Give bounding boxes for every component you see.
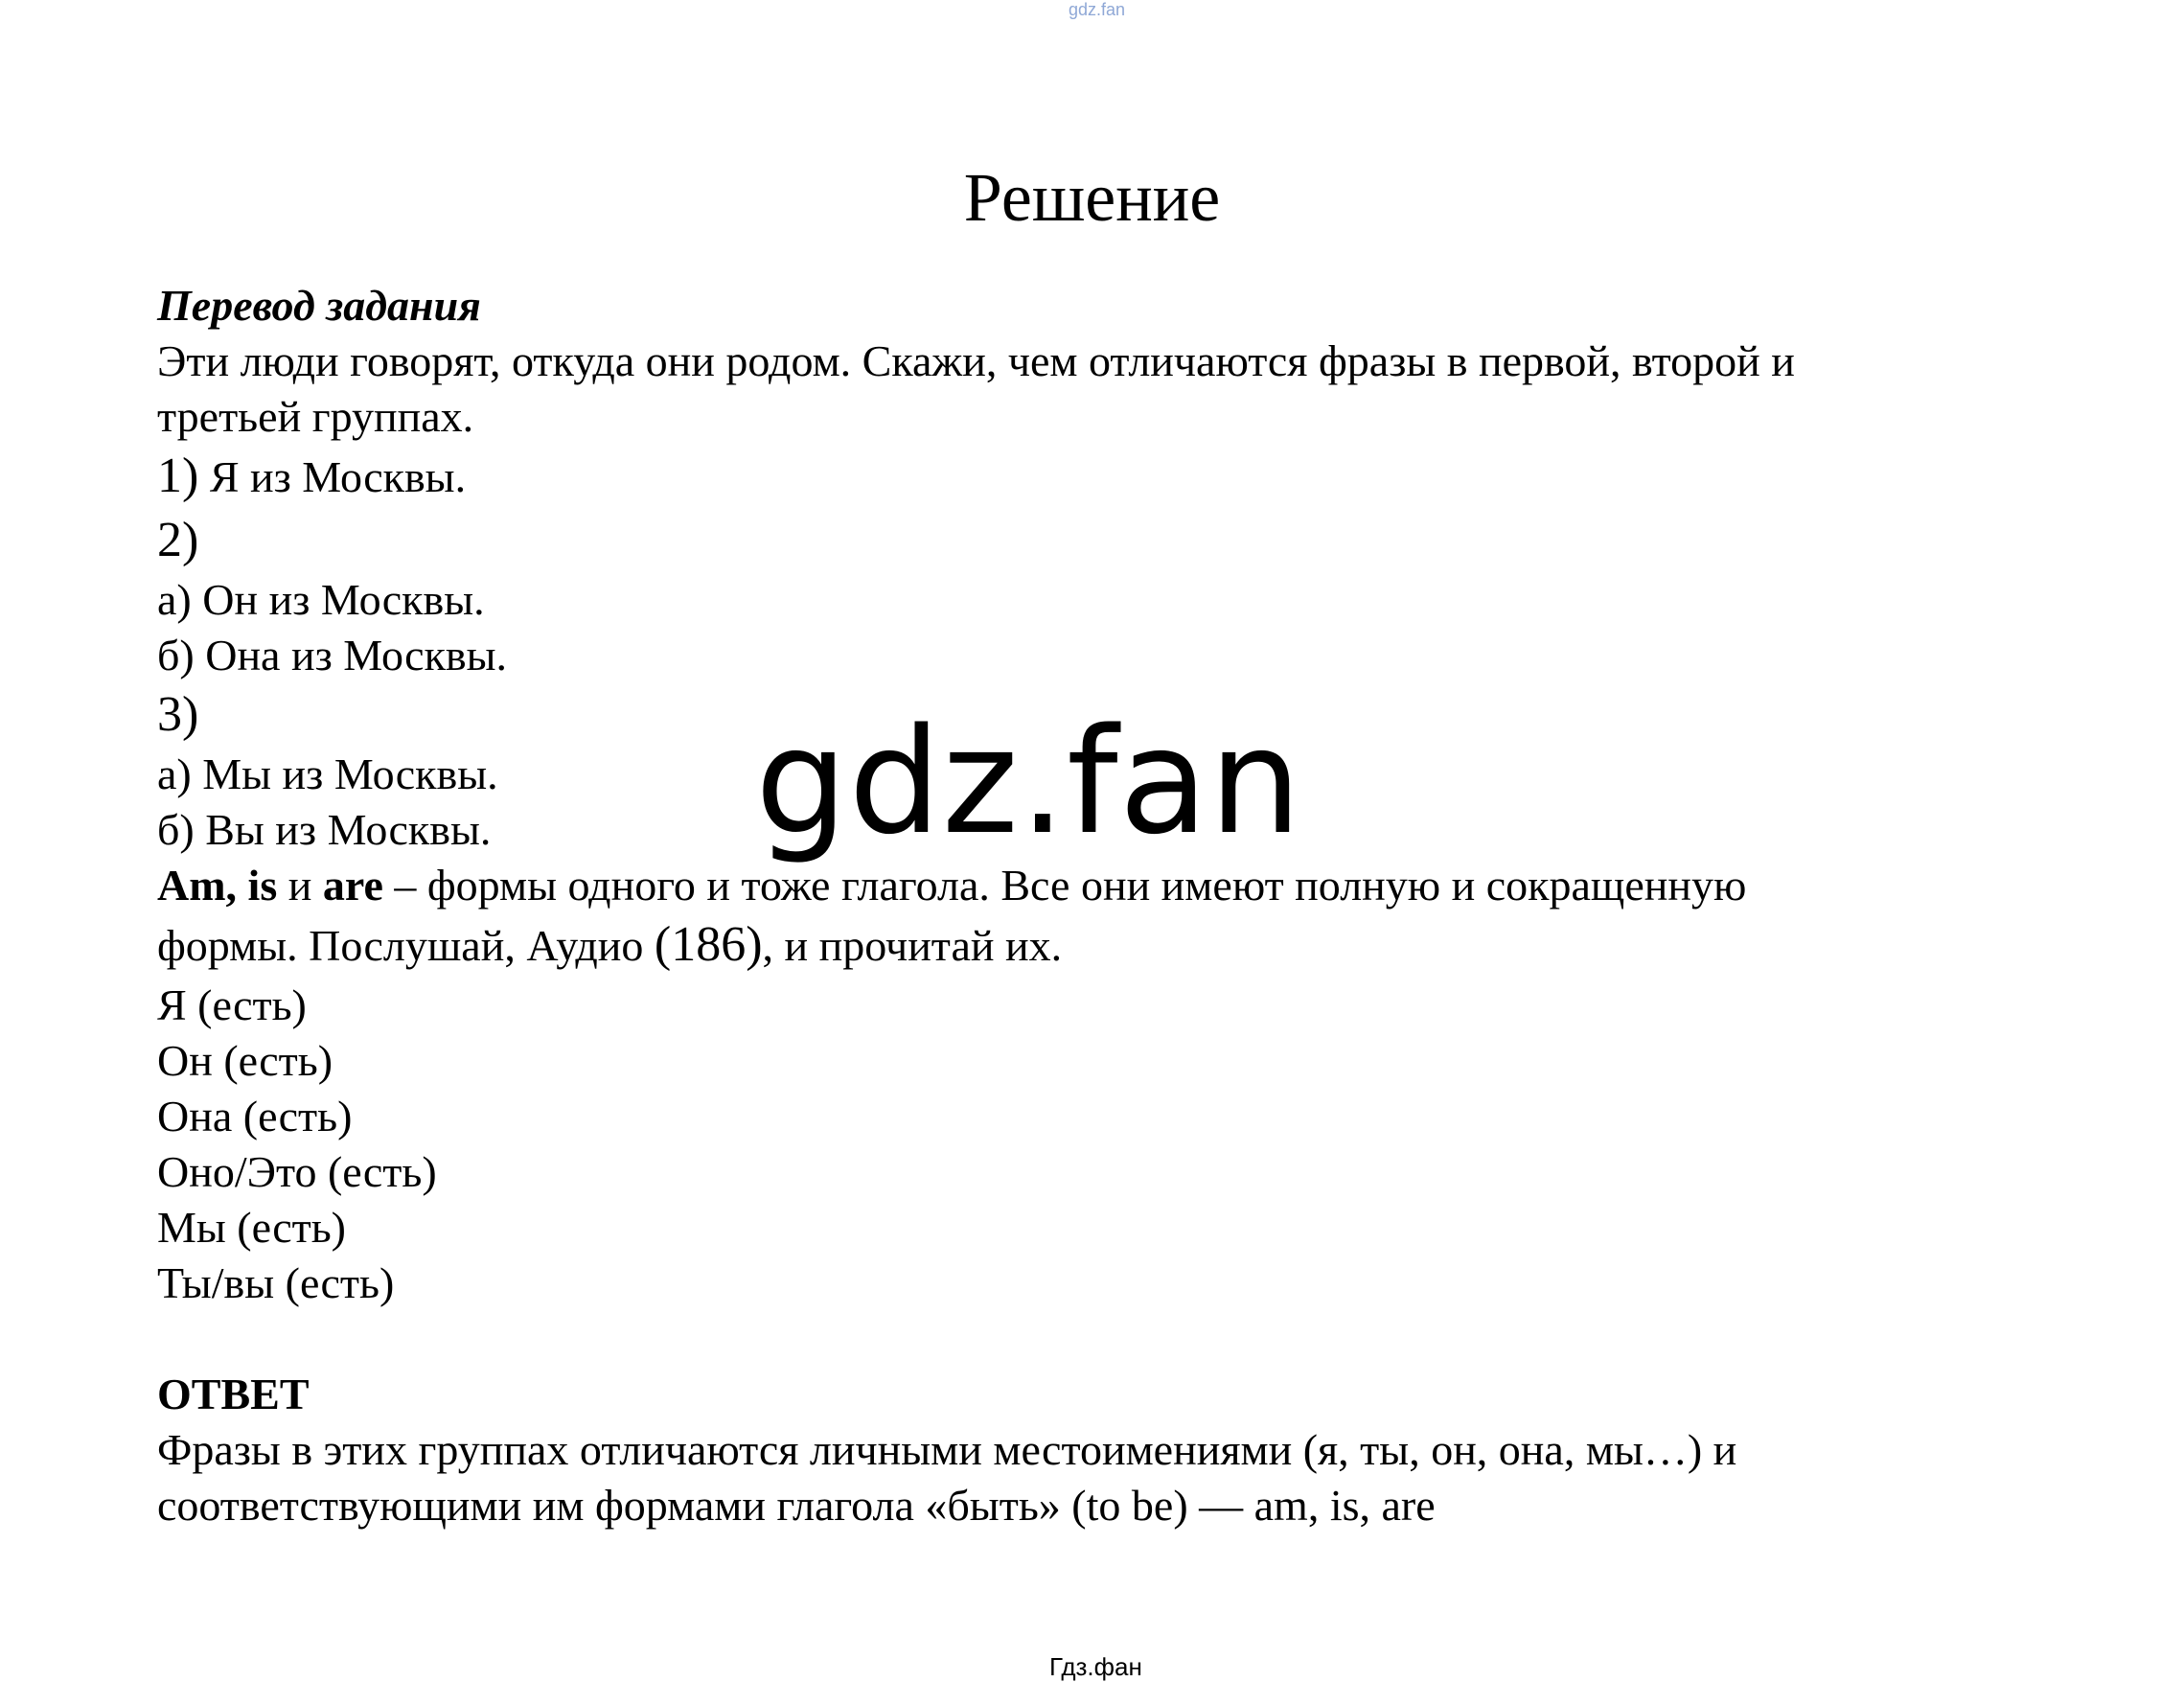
top-watermark: gdz.fan — [1069, 0, 1126, 19]
group-2-number: 2) — [157, 513, 199, 567]
pronoun-you: Ты/вы (есть) — [157, 1258, 395, 1307]
center-watermark: gdz.fan — [755, 697, 1303, 866]
group-1-text: Я из Москвы. — [198, 452, 467, 501]
group-1 — [157, 445, 2055, 509]
audio-number: (186) — [654, 917, 763, 972]
answer-line-2: соответствующими им формами глагола «быть» (to be) — am, is, are — [157, 1481, 1436, 1530]
forms-are: are — [322, 861, 383, 910]
forms-and: и — [277, 861, 323, 910]
forms-am-is: Am, is — [157, 861, 278, 910]
task-line-1: Эти люди говорят, откуда они родом. Скажи, чем отличаются фразы в первой, второй и — [157, 336, 1795, 385]
group-3-a: а) Мы из Москвы. — [157, 749, 498, 798]
group-1-number: 1) — [157, 449, 199, 503]
group-3-number: 3) — [157, 687, 199, 742]
bottom-watermark: Гдз.фан — [1049, 1652, 1142, 1681]
task-line-2: третьей группах. — [157, 392, 474, 441]
page-title: Решение — [963, 159, 1221, 236]
pronoun-it: Оно/Это (есть) — [157, 1147, 437, 1196]
group-2-b: б) Она из Москвы. — [157, 631, 508, 680]
forms-line-2-start: формы. Послушай, Аудио — [157, 921, 655, 970]
document-body — [157, 278, 2055, 1533]
translation-heading: Перевод задания — [157, 281, 481, 330]
pronoun-i: Я (есть) — [157, 980, 307, 1029]
pronoun-we: Мы (есть) — [157, 1203, 347, 1252]
answer-line-1: Фразы в этих группах отличаются личными местоимениями (я, ты, он, она, мы…) и — [157, 1425, 1737, 1474]
answer-heading: ОТВЕТ — [157, 1370, 310, 1418]
pronoun-she: Она (есть) — [157, 1092, 353, 1141]
forms-line-2 — [157, 913, 2055, 978]
forms-line-2-end: , и прочитай их. — [762, 921, 1063, 970]
group-3-b: б) Вы из Москвы. — [157, 805, 492, 854]
group-2-a: а) Он из Москвы. — [157, 575, 485, 624]
pronoun-he: Он (есть) — [157, 1036, 333, 1085]
forms-rest: – формы одного и тоже глагола. Все они имеют полную и сокращенную — [382, 861, 1747, 910]
